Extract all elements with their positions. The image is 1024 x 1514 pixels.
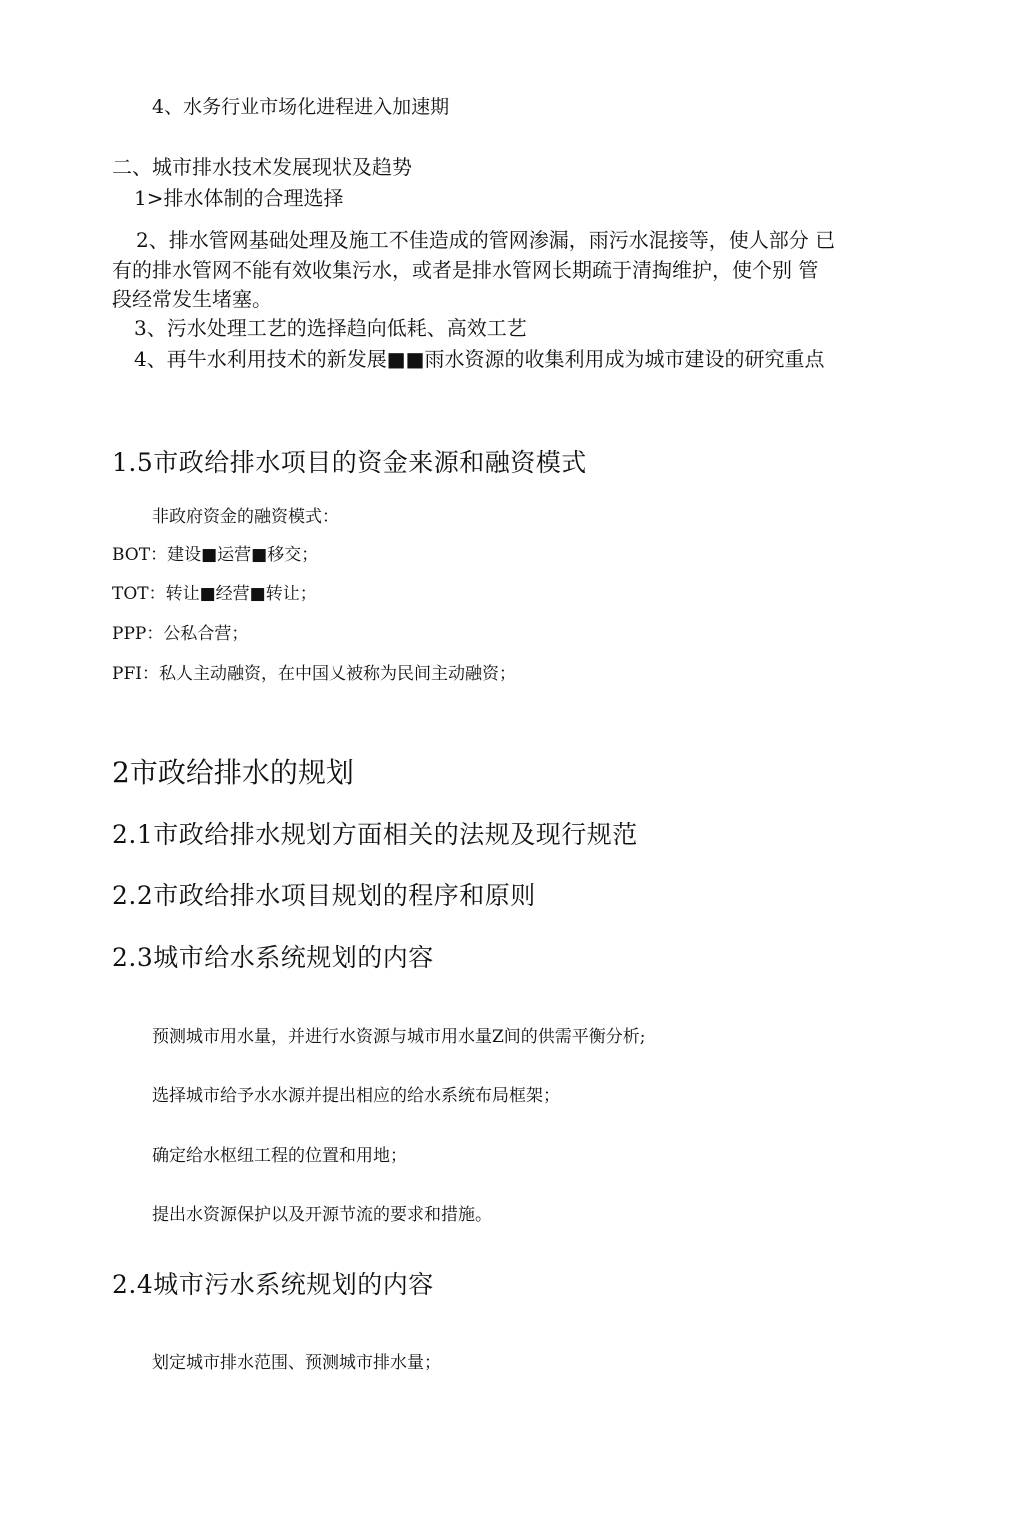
- paragraph-line: 2、排水管网基础处理及施工不佳造成的管网渗漏，雨污水混接等，使人部分 已: [136, 228, 836, 252]
- list-item: TOT：转让■经营■转让；: [112, 584, 317, 604]
- section-title: 2.4城市污水系统规划的内容: [112, 1270, 434, 1299]
- section-title: 2.1市政给排水规划方面相关的法规及现行规范: [112, 820, 638, 849]
- paragraph: 1>排水体制的合理选择: [134, 186, 344, 210]
- list-item: BOT：建设■运营■移交；: [112, 545, 319, 565]
- section-heading: 二、城市排水技术发展现状及趋势: [112, 155, 412, 179]
- paragraph-line: 段经常发生堵塞。: [112, 287, 272, 311]
- list-item: 预测城市用水量，并进行水资源与城市用水量Z间的供需平衡分析;: [152, 1027, 646, 1047]
- list-item: 确定给水枢纽工程的位置和用地；: [152, 1146, 407, 1166]
- list-item: 划定城市排水范围、预测城市排水量；: [152, 1353, 441, 1373]
- section-title: 2.3城市给水系统规划的内容: [112, 943, 434, 972]
- paragraph: 3、污水处理工艺的选择趋向低耗、高效工艺: [134, 316, 527, 340]
- section-title: 2.2市政给排水项目规划的程序和原则: [112, 881, 536, 910]
- list-item: PFI：私人主动融资，在中国乂被称为民间主动融资；: [112, 664, 516, 684]
- paragraph: 4、再牛水利用技术的新发展■■雨水资源的收集利用成为城市建设的研究重点: [134, 347, 825, 371]
- chapter-title: 2市政给排水的规划: [112, 756, 354, 789]
- list-item: PPP：公私合营；: [112, 624, 249, 644]
- paragraph: 非政府资金的融资模式：: [152, 507, 339, 527]
- list-item: 4、水务行业市场化进程进入加速期: [152, 96, 450, 118]
- list-item: 提出水资源保护以及开源节流的要求和措施。: [152, 1205, 492, 1225]
- section-title: 1.5市政给排水项目的资金来源和融资模式: [112, 448, 587, 477]
- list-item: 选择城市给予水水源并提出相应的给水系统布局框架；: [152, 1086, 560, 1106]
- paragraph-line: 有的排水管网不能有效收集污水，或者是排水管网长期疏于清掏维护，使个别 管: [112, 258, 819, 282]
